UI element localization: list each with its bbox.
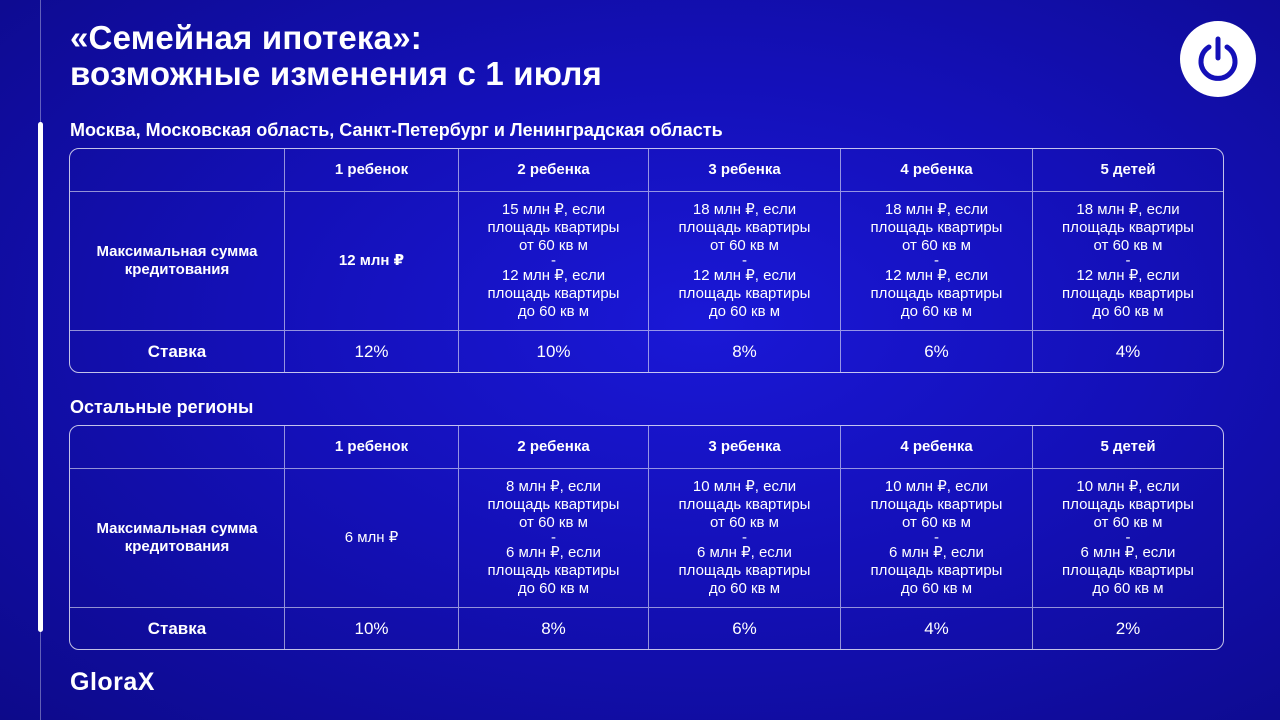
row-label-max-amount [70, 469, 285, 608]
cell-line: 12 млн ₽, если [884, 267, 989, 284]
column-header: 5 детей [1033, 149, 1223, 192]
rate-cell: 10% [285, 608, 459, 649]
cell-line: 6 млн ₽, если [1080, 544, 1176, 561]
cell-separator: - [551, 252, 556, 269]
row-label-rate: Ставка [70, 331, 285, 372]
table-header-row [70, 426, 1223, 469]
cell-line: 18 млн ₽, если [884, 201, 989, 218]
power-button[interactable] [1180, 21, 1256, 97]
cell-line: площадь квартиры [1062, 285, 1194, 302]
cell-line: от 60 кв м [1093, 514, 1163, 531]
column-header: 3 ребенка [649, 149, 841, 192]
cell-line: площадь квартиры [487, 562, 620, 579]
rate-cell: 2% [1115, 618, 1141, 638]
row-label-max-amount [70, 192, 285, 331]
rate-cell: 6% [649, 608, 841, 649]
mortgage-table-other-regions [69, 425, 1224, 650]
max-amount-cell [841, 192, 1033, 331]
cell-line: площадь квартиры [870, 285, 1003, 302]
header-empty-cell [70, 149, 285, 192]
cell-line: от 60 кв м [1093, 237, 1163, 254]
max-amount-cell [459, 192, 649, 331]
cell-line: 8 млн ₽, если [506, 478, 601, 495]
rate-cell: 4% [1115, 341, 1141, 361]
rate-row [70, 608, 1223, 649]
rate-row [70, 331, 1223, 372]
cell-line: 10 млн ₽, если [1076, 478, 1180, 495]
column-header: 5 детей [1033, 426, 1223, 469]
cell-line: от 60 кв м [519, 237, 588, 254]
cell-separator: - [742, 529, 747, 546]
cell-line: 6 млн ₽, если [889, 544, 984, 561]
max-amount-row [70, 192, 1223, 331]
row-label-rate: Ставка [70, 608, 285, 649]
row-label-line: кредитования [124, 538, 230, 555]
cell-line: 6 млн ₽, если [506, 544, 601, 561]
page-title-line-2: возможные изменения с 1 июля [70, 55, 602, 92]
column-header: 4 ребенка [841, 426, 1033, 469]
cell-line: площадь квартиры [678, 496, 811, 513]
cell-line: 18 млн ₽, если [692, 201, 797, 218]
cell-line: до 60 кв м [900, 303, 973, 320]
rate-cell: 8% [459, 608, 649, 649]
rate-cell: 12% [285, 331, 459, 372]
row-label-line: Максимальная сумма [96, 520, 258, 537]
cell-line: от 60 кв м [519, 514, 588, 531]
cell-line: до 60 кв м [1092, 580, 1164, 597]
section-heading-moscow-spb: Москва, Московская область, Санкт-Петербург и Ленинградская область [70, 120, 723, 140]
page-title [70, 20, 602, 92]
cell-line: до 60 кв м [517, 580, 590, 597]
cell-line: площадь квартиры [487, 219, 620, 236]
cell-line: площадь квартиры [870, 496, 1003, 513]
cell-line: 12 млн ₽, если [1076, 267, 1180, 284]
cell-line: до 60 кв м [517, 303, 590, 320]
column-header: 4 ребенка [841, 149, 1033, 192]
column-header: 1 ребенок [285, 426, 459, 469]
max-amount-cell: 12 млн ₽ [285, 192, 459, 331]
cell-line: от 60 кв м [710, 514, 779, 531]
max-amount-row [70, 469, 1223, 608]
page-title-line-1: «Семейная ипотека»: [70, 19, 422, 56]
rate-cell: 6% [841, 331, 1033, 372]
cell-separator: - [934, 529, 939, 546]
cell-line: 6 млн ₽, если [697, 544, 792, 561]
power-icon [1193, 34, 1243, 84]
cell-line: 12 млн ₽, если [501, 267, 606, 284]
cell-separator: - [1125, 529, 1131, 546]
rate-cell: 8% [649, 331, 841, 372]
cell-line: площадь квартиры [1062, 219, 1194, 236]
cell-separator: - [551, 529, 556, 546]
row-label-line: Максимальная сумма [96, 243, 258, 260]
max-amount-cell [1033, 469, 1223, 608]
max-amount-cell [649, 192, 841, 331]
table-header-row [70, 149, 1223, 192]
rate-cell: 4% [841, 608, 1033, 649]
cell-line: от 60 кв м [902, 237, 971, 254]
cell-line: до 60 кв м [900, 580, 973, 597]
cell-line: 10 млн ₽, если [884, 478, 989, 495]
cell-line: площадь квартиры [870, 219, 1003, 236]
cell-line: площадь квартиры [487, 496, 620, 513]
column-header: 2 ребенка [459, 426, 649, 469]
max-amount-cell [841, 469, 1033, 608]
column-header: 1 ребенок [285, 149, 459, 192]
cell-line: до 60 кв м [1092, 303, 1164, 320]
cell-line: площадь квартиры [1062, 562, 1194, 579]
cell-line: площадь квартиры [487, 285, 620, 302]
row-label-line: кредитования [124, 261, 230, 278]
cell-line: 15 млн ₽, если [501, 201, 606, 218]
header-empty-cell [70, 426, 285, 469]
max-amount-cell: 6 млн ₽ [285, 469, 459, 608]
cell-separator: - [742, 252, 747, 269]
cell-line: 12 млн ₽, если [692, 267, 797, 284]
cell-line: площадь квартиры [678, 562, 811, 579]
cell-line: от 60 кв м [710, 237, 779, 254]
cell-line: от 60 кв м [902, 514, 971, 531]
cell-separator: - [934, 252, 939, 269]
cell-line: до 60 кв м [708, 303, 781, 320]
column-header: 2 ребенка [459, 149, 649, 192]
cell-line: до 60 кв м [708, 580, 781, 597]
side-scroll-marker [38, 122, 43, 632]
cell-separator: - [1125, 252, 1131, 269]
rate-cell: 10% [459, 331, 649, 372]
glorax-logo: GloraX [70, 668, 155, 696]
mortgage-table-moscow-spb [69, 148, 1224, 373]
column-header: 3 ребенка [649, 426, 841, 469]
cell-line: 18 млн ₽, если [1076, 201, 1180, 218]
section-heading-other-regions: Остальные регионы [70, 397, 254, 417]
max-amount-cell [1033, 192, 1223, 331]
cell-line: 10 млн ₽, если [692, 478, 797, 495]
cell-line: площадь квартиры [678, 219, 811, 236]
max-amount-cell [649, 469, 841, 608]
cell-line: площадь квартиры [1062, 496, 1194, 513]
cell-line: площадь квартиры [678, 285, 811, 302]
cell-line: площадь квартиры [870, 562, 1003, 579]
max-amount-cell [459, 469, 649, 608]
